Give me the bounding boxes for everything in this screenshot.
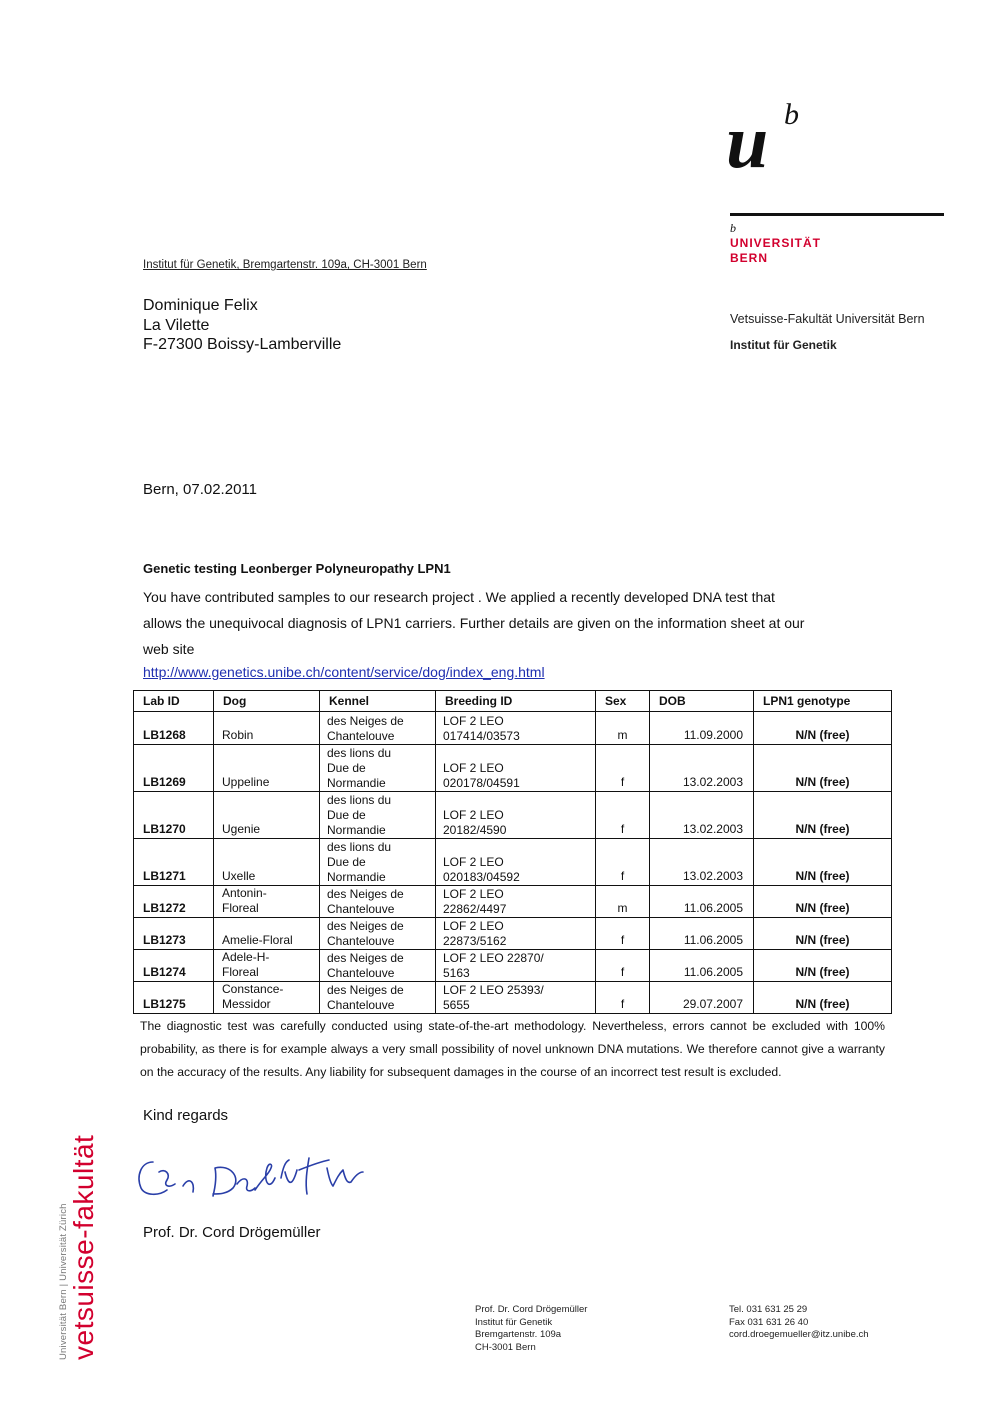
table-row xyxy=(134,982,892,1014)
footer-address-line: CH-3001 Bern xyxy=(475,1341,536,1353)
header-dog: Dog xyxy=(214,691,320,712)
footer-address xyxy=(475,1304,587,1354)
institute-name: Institut für Genetik xyxy=(730,338,837,352)
footer-address-line: Bremgartenstr. 109a xyxy=(475,1329,562,1341)
cell-breeding-id-line: 5163 xyxy=(443,966,470,980)
footer-address-line: Institut für Genetik xyxy=(475,1316,553,1328)
genetics-website-link[interactable]: http://www.genetics.unibe.ch/content/service/dog/index_eng.html xyxy=(143,664,545,680)
cell-kennel xyxy=(320,950,436,982)
cell-kennel-line: Normandie xyxy=(327,776,386,790)
university-name-line2: BERN xyxy=(730,251,769,265)
signer-name: Prof. Dr. Cord Drögemüller xyxy=(143,1224,321,1241)
cell-breeding-id-line: 22873/5162 xyxy=(443,934,507,948)
recipient-address xyxy=(143,296,341,355)
cell-dog-line: Uxelle xyxy=(222,869,256,883)
cell-kennel-line: Chantelouve xyxy=(327,934,395,948)
cell-kennel xyxy=(320,712,436,745)
cell-kennel-line: Due de xyxy=(327,855,366,869)
table-row xyxy=(134,886,892,918)
footer-email: cord.droegemueller@itz.unibe.ch xyxy=(729,1329,869,1341)
cell-breeding-id xyxy=(436,712,596,745)
cell-breeding-id-line: 20182/4590 xyxy=(443,823,507,837)
side-text-universities: Universität Bern | Universität Zürich xyxy=(58,1203,69,1360)
body-line-1: You have contributed samples to our research project . We applied a recently developed DNA test that xyxy=(143,589,775,605)
cell-sex: f xyxy=(596,950,650,982)
cell-genotype: N/N (free) xyxy=(754,839,892,886)
cell-lab-id: LB1272 xyxy=(134,886,214,918)
cell-sex: f xyxy=(596,918,650,950)
cell-breeding-id xyxy=(436,745,596,792)
letter-subject: Genetic testing Leonberger Polyneuropathy LPN1 xyxy=(143,561,451,576)
cell-dob: 11.06.2005 xyxy=(650,918,754,950)
sender-address-line: Institut für Genetik, Bremgartenstr. 109a, CH-3001 Bern xyxy=(143,259,427,271)
table-header-row xyxy=(134,691,892,712)
cell-breeding-id-line: LOF 2 LEO xyxy=(443,855,504,869)
results-table xyxy=(133,690,892,1014)
cell-dob: 13.02.2003 xyxy=(650,839,754,886)
cell-sex: m xyxy=(596,712,650,745)
cell-kennel-line: des Neiges de xyxy=(327,887,404,901)
cell-kennel-line: Chantelouve xyxy=(327,998,395,1012)
cell-genotype: N/N (free) xyxy=(754,792,892,839)
cell-kennel-line: des Neiges de xyxy=(327,983,404,997)
cell-dog-line: Robin xyxy=(222,728,254,742)
cell-breeding-id xyxy=(436,950,596,982)
header-kennel: Kennel xyxy=(320,691,436,712)
side-text-faculty: vetsuisse-fakultät xyxy=(68,1134,99,1360)
header-sex: Sex xyxy=(596,691,650,712)
header-breeding-id: Breeding ID xyxy=(436,691,596,712)
table-row xyxy=(134,745,892,792)
cell-dog xyxy=(214,886,320,918)
recipient-street: La Vilette xyxy=(143,316,210,334)
cell-dog xyxy=(214,950,320,982)
cell-breeding-id-line: LOF 2 LEO xyxy=(443,714,504,728)
cell-breeding-id xyxy=(436,982,596,1014)
cell-breeding-id-line: LOF 2 LEO 22870/ xyxy=(443,951,544,965)
cell-breeding-id-line: LOF 2 LEO xyxy=(443,808,504,822)
cell-dog-line: Ugenie xyxy=(222,822,261,836)
cell-dog-line: Floreal xyxy=(222,901,259,915)
cell-kennel xyxy=(320,745,436,792)
faculty-name: Vetsuisse-Fakultät Universität Bern xyxy=(730,312,925,326)
cell-sex: f xyxy=(596,982,650,1014)
cell-breeding-id-line: LOF 2 LEO 25393/ xyxy=(443,983,544,997)
cell-kennel xyxy=(320,982,436,1014)
cell-dog xyxy=(214,918,320,950)
cell-kennel-line: des lions du xyxy=(327,793,392,807)
cell-sex: m xyxy=(596,886,650,918)
cell-lab-id: LB1268 xyxy=(134,712,214,745)
cell-breeding-id-line: LOF 2 LEO xyxy=(443,919,504,933)
cell-kennel-line: Chantelouve xyxy=(327,902,395,916)
cell-genotype: N/N (free) xyxy=(754,712,892,745)
cell-dog xyxy=(214,839,320,886)
cell-dob: 13.02.2003 xyxy=(650,745,754,792)
cell-dog-line: Amelie-Floral xyxy=(222,933,293,947)
table-row xyxy=(134,712,892,745)
cell-genotype: N/N (free) xyxy=(754,745,892,792)
cell-kennel-line: Normandie xyxy=(327,823,386,837)
results-table-body xyxy=(134,712,892,1014)
cell-kennel-line: Due de xyxy=(327,761,366,775)
cell-sex: f xyxy=(596,839,650,886)
cell-breeding-id-line: 22862/4497 xyxy=(443,902,507,916)
cell-lab-id: LB1269 xyxy=(134,745,214,792)
cell-breeding-id-line: LOF 2 LEO xyxy=(443,761,504,775)
cell-dob: 11.06.2005 xyxy=(650,950,754,982)
cell-breeding-id-line: 017414/03573 xyxy=(443,729,520,743)
cell-dob: 11.06.2005 xyxy=(650,886,754,918)
table-row xyxy=(134,792,892,839)
university-logo-b: b xyxy=(784,98,799,131)
cell-lab-id: LB1275 xyxy=(134,982,214,1014)
letter-body xyxy=(143,584,893,662)
disclaimer-text: The diagnostic test was carefully conducted using state-of-the-art methodology. Nevertheless, errors cannot be excluded with 100% probability, as there is for example always a very small possibility of novel unknown DNA mutations. We therefore cannot give a warranty on the accuracy of the results. Any liability for subsequent damages in the course of an incorrect test result is excluded. xyxy=(140,1019,885,1079)
cell-kennel-line: Due de xyxy=(327,808,366,822)
cell-sex: f xyxy=(596,745,650,792)
cell-kennel-line: des lions du xyxy=(327,840,392,854)
header-dob: DOB xyxy=(650,691,754,712)
cell-breeding-id xyxy=(436,918,596,950)
cell-genotype: N/N (free) xyxy=(754,982,892,1014)
university-name-line1: UNIVERSITÄT xyxy=(730,236,822,250)
cell-kennel-line: Normandie xyxy=(327,870,386,884)
footer-phone: Tel. 031 631 25 29 xyxy=(729,1304,808,1315)
university-logo-small-b: b xyxy=(730,221,736,235)
cell-dog xyxy=(214,982,320,1014)
cell-dob: 29.07.2007 xyxy=(650,982,754,1014)
cell-kennel xyxy=(320,792,436,839)
cell-kennel-line: Chantelouve xyxy=(327,729,395,743)
university-name xyxy=(730,236,821,266)
cell-dog-line: Floreal xyxy=(222,965,259,979)
cell-kennel-line: des Neiges de xyxy=(327,714,404,728)
header-genotype: LPN1 genotype xyxy=(754,691,892,712)
cell-breeding-id xyxy=(436,792,596,839)
cell-lab-id: LB1270 xyxy=(134,792,214,839)
cell-lab-id: LB1271 xyxy=(134,839,214,886)
cell-dog xyxy=(214,792,320,839)
footer-address-line: Prof. Dr. Cord Drögemüller xyxy=(475,1304,588,1315)
cell-breeding-id xyxy=(436,886,596,918)
cell-dob: 13.02.2003 xyxy=(650,792,754,839)
table-row xyxy=(134,918,892,950)
cell-breeding-id-line: LOF 2 LEO xyxy=(443,887,504,901)
cell-kennel-line: des Neiges de xyxy=(327,919,404,933)
logo-rule xyxy=(730,213,944,216)
cell-dog-line: Uppeline xyxy=(222,775,270,789)
handwritten-signature xyxy=(133,1148,383,1208)
table-row xyxy=(134,839,892,886)
header-lab-id: Lab ID xyxy=(134,691,214,712)
cell-dog xyxy=(214,712,320,745)
body-line-2: allows the unequivocal diagnosis of LPN1 carriers. Further details are given on the information sheet at our xyxy=(143,615,805,631)
cell-breeding-id-line: 020178/04591 xyxy=(443,776,520,790)
cell-dog-line: Antonin- xyxy=(222,886,267,900)
cell-dog-line: Constance- xyxy=(222,982,284,996)
footer-contact xyxy=(729,1304,869,1342)
cell-lab-id: LB1273 xyxy=(134,918,214,950)
letter-date: Bern, 07.02.2011 xyxy=(143,481,257,498)
university-logo-u: u xyxy=(726,100,769,184)
cell-lab-id: LB1274 xyxy=(134,950,214,982)
recipient-city: F-27300 Boissy-Lamberville xyxy=(143,336,342,353)
cell-genotype: N/N (free) xyxy=(754,950,892,982)
cell-dog xyxy=(214,745,320,792)
cell-genotype: N/N (free) xyxy=(754,886,892,918)
cell-kennel-line: des Neiges de xyxy=(327,951,404,965)
cell-kennel xyxy=(320,886,436,918)
footer-fax: Fax 031 631 26 40 xyxy=(729,1316,809,1328)
cell-kennel xyxy=(320,839,436,886)
closing-regards: Kind regards xyxy=(143,1107,229,1124)
cell-kennel-line: des lions du xyxy=(327,746,392,760)
cell-kennel-line: Chantelouve xyxy=(327,966,395,980)
cell-sex: f xyxy=(596,792,650,839)
table-row xyxy=(134,950,892,982)
cell-breeding-id-line: 020183/04592 xyxy=(443,870,520,884)
cell-kennel xyxy=(320,918,436,950)
cell-breeding-id xyxy=(436,839,596,886)
cell-dog-line: Messidor xyxy=(222,997,271,1011)
cell-genotype: N/N (free) xyxy=(754,918,892,950)
recipient-name: Dominique Felix xyxy=(143,297,258,314)
cell-dob: 11.09.2000 xyxy=(650,712,754,745)
cell-dog-line: Adele-H- xyxy=(222,950,270,964)
cell-breeding-id-line: 5655 xyxy=(443,998,470,1012)
body-line-3: web site xyxy=(143,641,195,657)
